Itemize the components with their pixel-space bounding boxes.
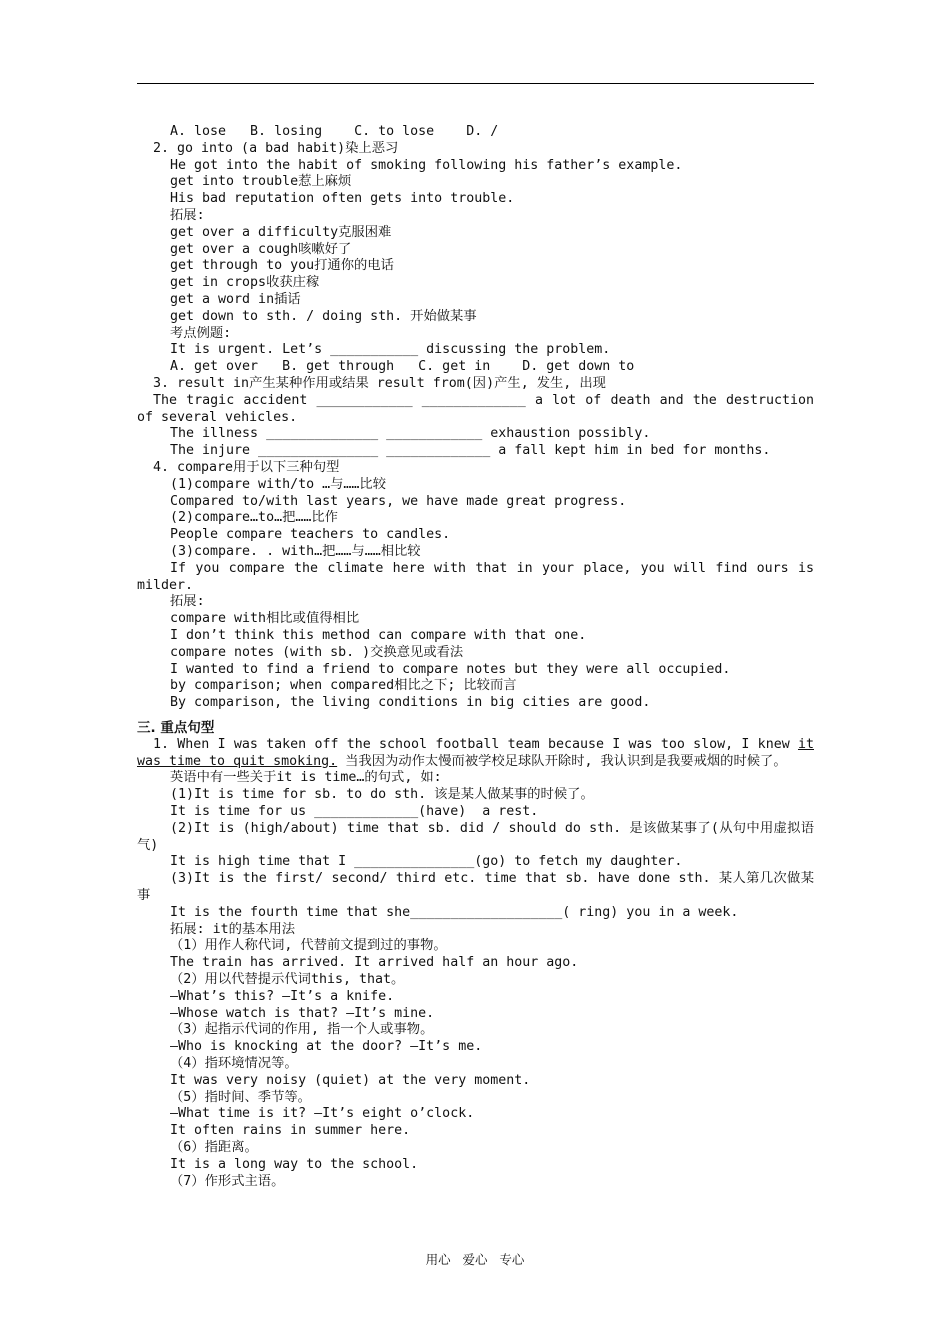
text-line: Compared to/with last years, we have made great progress. [170,493,627,509]
text-line: 4. compare用于以下三种句型 [153,459,340,475]
paragraph-climate: If you compare the climate here with that in your place, you will find ours is milder. [137,560,814,593]
paragraph-high-time: (2)It is (high/about) time that sb. did / should do sth. 是该做某事了(从句中用虚拟语气) [137,820,814,853]
text-line: get over a difficulty克服困难 [170,224,392,240]
text-line: get over a cough咳嗽好了 [170,241,352,257]
page-footer: 用心 爱心 专心 [425,1252,525,1267]
lines-top [137,124,814,393]
text-line: 3. result in产生某种作用或结果 result from(因)产生, 发生, 出现 [153,375,606,391]
text-line: —What’s this? —It’s a knife. [170,988,395,1004]
text-line: （4）指环境情况等。 [170,1056,298,1072]
text-line: —Whose watch is that? —It’s mine. [170,1005,435,1021]
text-line: It is time for us _____________(have) a rest. [170,804,539,820]
text-line: （3）起指示代词的作用, 指一个人或事物。 [170,1022,434,1038]
text-line: By comparison, the living conditions in big cities are good. [170,695,651,711]
football-underlined: it was time to quit smoking. [137,736,814,769]
text-line: 拓展: it的基本用法 [170,921,296,937]
text-line: 2. go into (a bad habit)染上恶习 [153,140,399,156]
paragraph-football [137,737,814,771]
text-line: It was very noisy (quiet) at the very moment. [170,1072,531,1088]
header-rule [137,83,814,84]
text-line: 考点例题: [170,325,232,341]
text-line: It is the fourth time that she___________________( ring) you in a week. [170,904,739,920]
text-line: get a word in插话 [170,291,301,307]
football-text-before: 1. When I was taken off the school football team because I was too slow, I knew [153,736,798,752]
text-line: —Who is knocking at the door? —It’s me. [170,1039,483,1055]
text-line: He got into the habit of smoking following his father’s example. [170,157,683,173]
text-line: get in crops收获庄稼 [170,275,320,291]
text-line: get through to you打通你的电话 [170,258,394,274]
text-line: The injure _______________ _____________ a fall kept him in bed for months. [170,443,771,459]
football-text-after: 当我因为动作太慢而被学校足球队开除时, 我认识到是我要戒烟的时候了。 [337,753,787,769]
text-line: I don’t think this method can compare with that one. [170,627,587,643]
text-line: It is urgent. Let’s ___________ discussing the problem. [170,342,611,358]
lines-time1 [137,770,814,820]
text-line: compare notes (with sb. )交换意见或看法 [170,644,464,660]
paragraph-accident: The tragic accident ____________ _____________ a lot of death and the destruction of several vehicles. [137,392,814,425]
text-line: （6）指距离。 [170,1140,258,1156]
text-line: A. get over B. get through C. get in D. get down to [170,359,635,375]
text-line: （2）用以代替提示代词this, that。 [170,972,405,988]
text-line: （7）作形式主语。 [170,1173,285,1189]
text-line: (1)compare with/to …与……比较 [170,476,387,492]
paragraph-first-time: (3)It is the first/ second/ third etc. time that sb. have done sth. 某人第几次做某事 [137,871,814,904]
text-line: （1）用作人称代词, 代替前文提到过的事物。 [170,938,447,954]
text-line: People compare teachers to candles. [170,527,451,543]
text-line: （5）指时间、季节等。 [170,1089,311,1105]
text-line: (2)compare…to…把……比作 [170,510,338,526]
lines-bottom [137,905,814,1191]
text-line: (3)compare. . with…把……与……相比较 [170,543,421,559]
text-line: 英语中有一些关于it is time…的句式, 如: [170,770,442,786]
section-heading: 三. 重点句型 [137,719,215,736]
text-line: get into trouble惹上麻烦 [170,174,352,190]
text-line: (1)It is time for sb. to do sth. 该是某人做某事的时候了。 [170,787,594,803]
lines-compare [137,594,814,712]
text-line: The illness ______________ ____________ exhaustion possibly. [170,426,651,442]
text-line: —What time is it? —It’s eight o’clock. [170,1106,475,1122]
high-time-example: It is high time that I _______________(go) to fetch my daughter. [170,854,683,870]
document-body [137,124,814,1190]
text-line: A. lose B. losing C. to lose D. / [170,124,499,139]
text-line: His bad reputation often gets into trouble. [170,191,515,207]
text-line: get down to sth. / doing sth. 开始做某事 [170,308,477,324]
text-line: The train has arrived. It arrived half an hour ago. [170,955,579,971]
text-line: It is a long way to the school. [170,1156,419,1172]
text-line: 拓展: [170,594,205,610]
text-line: compare with相比或值得相比 [170,611,360,627]
text-line: I wanted to find a friend to compare notes but they were all occupied. [170,661,731,677]
text-line: It often rains in summer here. [170,1123,411,1139]
text-line: 拓展: [170,207,205,223]
lines-mid [137,426,814,560]
text-line: by comparison; when compared相比之下; 比较而言 [170,678,517,694]
